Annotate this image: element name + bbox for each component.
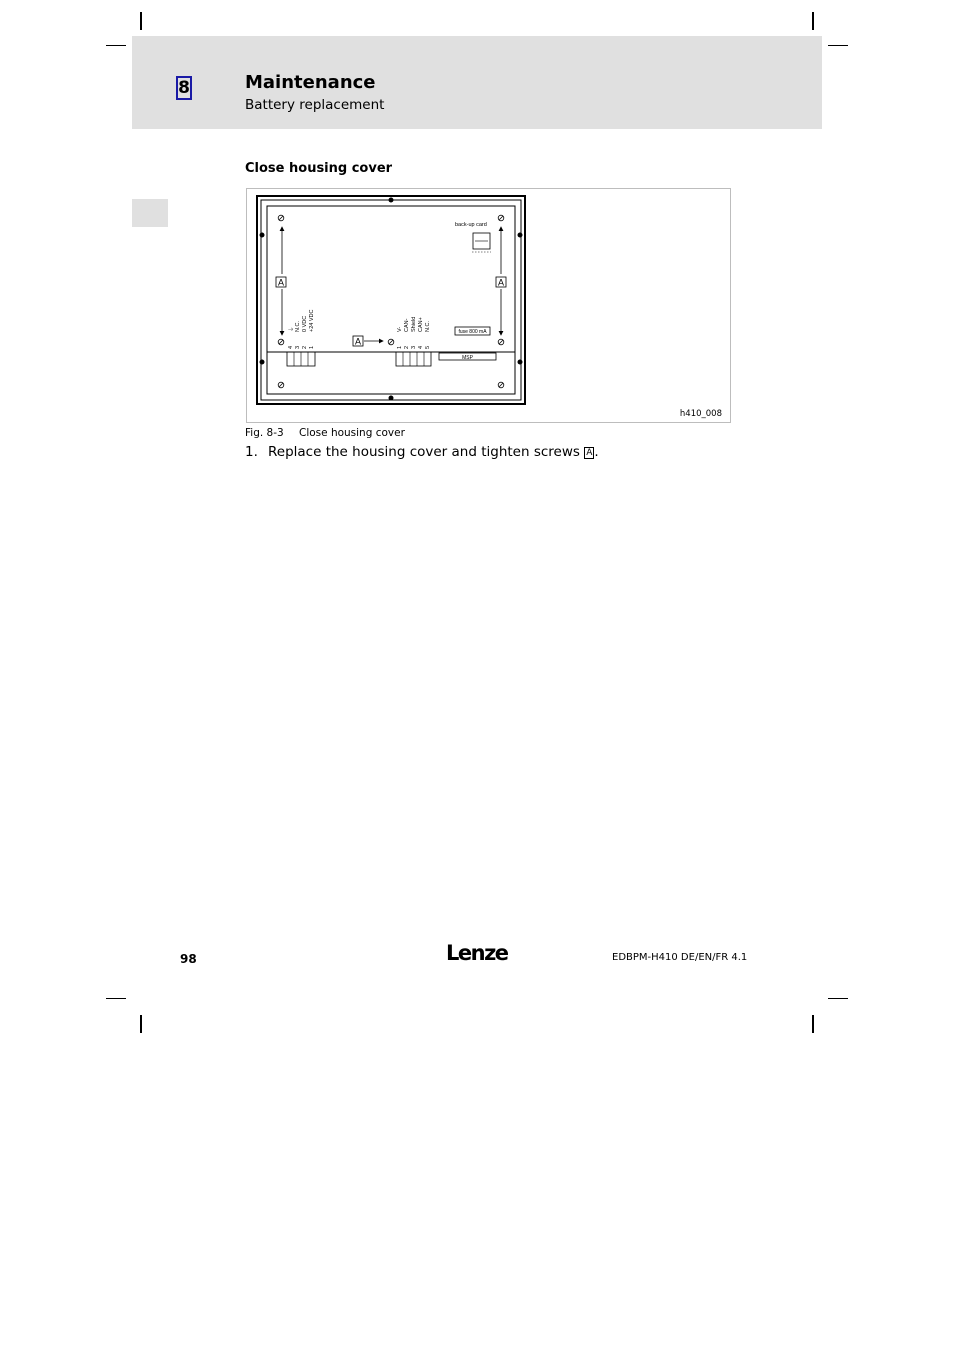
crop-mark: [828, 998, 848, 999]
chapter-number-badge: 8: [176, 76, 192, 100]
drawing-code: h410_008: [679, 409, 722, 419]
svg-text:2: 2: [302, 345, 308, 349]
section-heading: Close housing cover: [245, 161, 393, 176]
svg-text:A: A: [354, 336, 362, 347]
svg-text:4: 4: [418, 345, 424, 349]
mount-point: [518, 360, 523, 365]
crop-mark: [140, 12, 142, 30]
svg-text:A: A: [277, 277, 285, 288]
svg-text:CAN+: CAN+: [418, 317, 424, 332]
bus-terminal-labels: [397, 317, 431, 349]
marker-a-left: [276, 277, 286, 288]
svg-text:⏚: ⏚: [289, 326, 295, 332]
power-terminal-labels: [288, 310, 315, 349]
chapter-header-band: [132, 36, 822, 129]
svg-text:5: 5: [425, 345, 431, 349]
svg-text:CAN-: CAN-: [404, 318, 410, 332]
svg-text:1: 1: [397, 345, 403, 349]
side-thumb-tab: [132, 199, 168, 227]
document-id: EDBPM-H410 DE/EN/FR 4.1: [612, 952, 748, 963]
svg-text:+24 VDC: +24 VDC: [309, 309, 315, 332]
instruction-step: [245, 444, 599, 460]
svg-text:N.C.: N.C.: [295, 321, 301, 332]
figure-caption: [245, 427, 405, 439]
mount-point: [260, 233, 265, 238]
svg-text:N.C.: N.C.: [425, 321, 431, 332]
svg-text:3: 3: [295, 345, 301, 349]
figure-housing-cover: [246, 188, 731, 423]
chapter-subtitle: Battery replacement: [245, 97, 385, 113]
housing-back-drawing: [247, 189, 732, 424]
crop-mark: [140, 1015, 142, 1033]
marker-a-right: [496, 277, 506, 288]
crop-mark: [106, 45, 126, 46]
mount-point: [389, 396, 394, 401]
svg-text:3: 3: [411, 345, 417, 349]
mount-point: [518, 233, 523, 238]
svg-text:V-: V-: [397, 326, 403, 332]
svg-text:4: 4: [288, 345, 294, 349]
page-number: 98: [180, 952, 197, 966]
step-end: .: [594, 444, 599, 460]
crop-mark: [812, 12, 814, 30]
crop-mark: [106, 998, 126, 999]
crop-mark: [812, 1015, 814, 1033]
figure-caption-label: Fig. 8-3: [245, 427, 284, 439]
svg-text:MSP: MSP: [462, 354, 473, 361]
screw-group: [278, 215, 504, 388]
svg-text:fuse 800 mA: fuse 800 mA: [458, 329, 487, 335]
step-text: Replace the housing cover and tighten screws: [268, 444, 580, 460]
crop-mark: [828, 45, 848, 46]
step-number: 1.: [245, 444, 258, 460]
svg-text:2: 2: [404, 345, 410, 349]
lenze-logo: Lenze: [446, 941, 508, 965]
svg-text:Shield: Shield: [411, 316, 417, 332]
mount-point: [389, 198, 394, 203]
screw-reference-a: A: [586, 448, 593, 458]
mount-point: [260, 360, 265, 365]
marker-a-bottom: [353, 336, 363, 347]
svg-text:0 VDC: 0 VDC: [302, 315, 308, 332]
backup-card-label: back-up card: [455, 222, 487, 228]
figure-caption-text: Close housing cover: [299, 427, 405, 439]
svg-text:A: A: [497, 277, 505, 288]
chapter-title: Maintenance: [245, 72, 376, 93]
svg-text:1: 1: [309, 345, 315, 349]
bus-connector: [396, 352, 431, 366]
